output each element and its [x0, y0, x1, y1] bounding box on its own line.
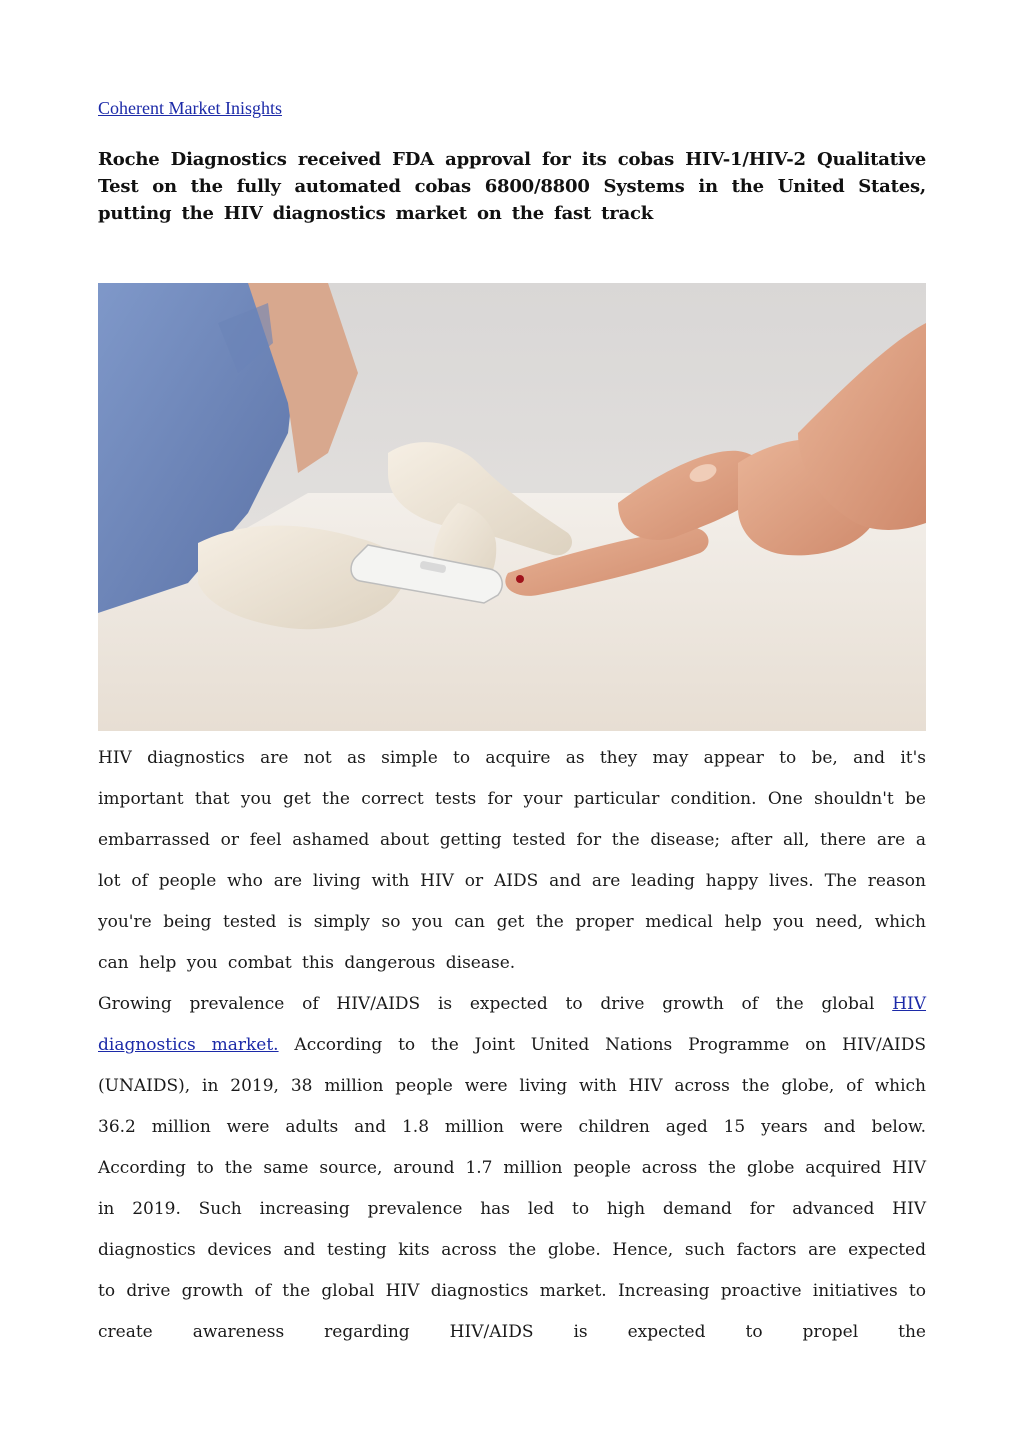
photo-hiv-finger-prick-test-icon	[98, 283, 926, 731]
paragraph-2-body: According to the Joint United Nations Programme on HIV/AIDS (UNAIDS), in 2019, 38 million people were living with HIV across the globe, of which 36.2 million were adults and 1.8 million were children aged 15 years and below. According to the same source, around 1.7 million people across the globe acquired HIV in 2019. Such increasing prevalence has led to high demand for advanced HIV diagnostics devices and testing kits across the globe. Hence, such factors are expected to drive growth of the global HIV diagnostics market. Increasing proactive initiatives to create awareness regarding HIV/AIDS is expected to propel the	[98, 1035, 926, 1342]
hiv-diagnostics-market-link[interactable]: HIV diagnostics market.	[98, 994, 927, 1055]
paragraph-2-intro: Growing prevalence of HIV/AIDS is expected to drive growth of the global	[98, 994, 875, 1014]
paragraph-2	[98, 984, 926, 1353]
source-link[interactable]: Coherent Market Inisghts	[98, 98, 282, 118]
headline: Roche Diagnostics received FDA approval for its cobas HIV-1/HIV-2 Qualitative Test on the fully automated cobas 6800/8800 Systems in the United States, putting the HIV diagnostics market on the fast track	[98, 149, 926, 224]
article-image	[98, 283, 926, 731]
article-body	[98, 738, 926, 1353]
paragraph-1: HIV diagnostics are not as simple to acquire as they may appear to be, and it's important that you get the correct tests for your particular condition. One shouldn't be embarrassed or feel ashamed about getting tested for the disease; after all, there are a lot of people who are living with HIV or AIDS and are leading happy lives. The reason you're being tested is simply so you can get the proper medical help you need, which can help you combat this dangerous disease.	[98, 748, 926, 973]
